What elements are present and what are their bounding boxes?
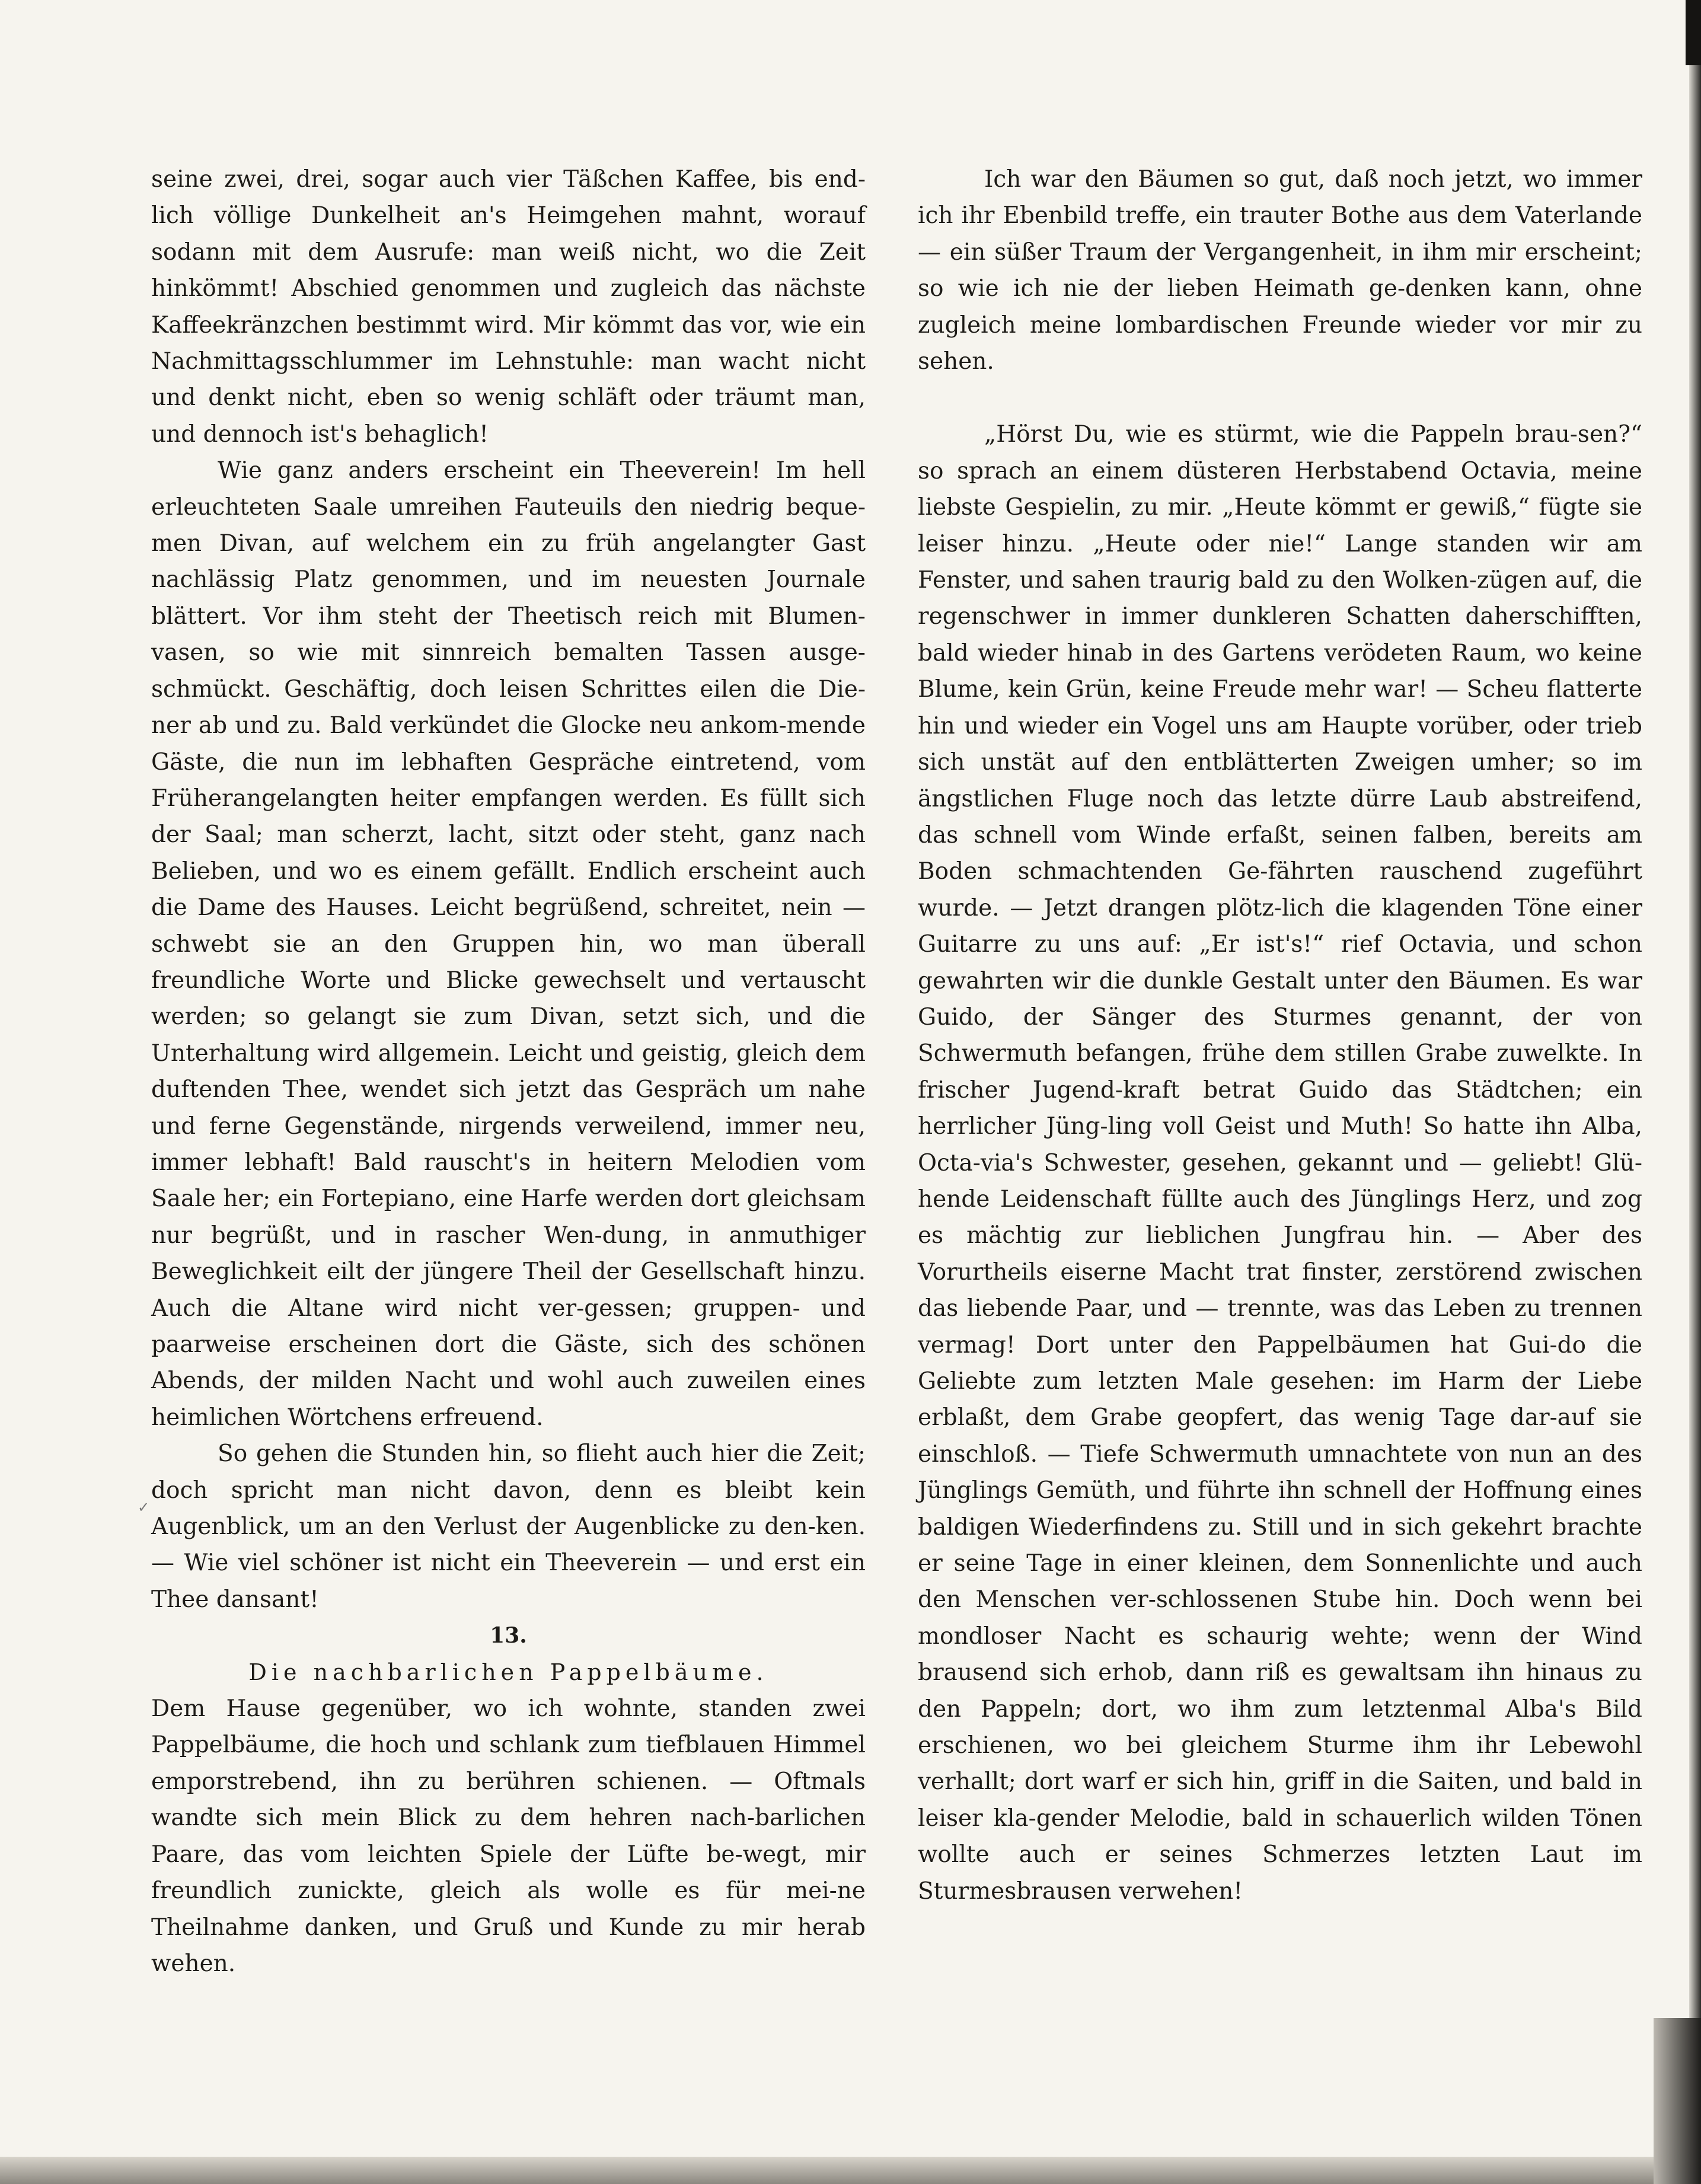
left-paragraph-1: seine zwei, drei, sogar auch vier Täßchen Kaffee, bis end-lich völlige Dunkelheit an's Heimgehen mahnt, worauf sodann mit dem Ausrufe: man weiß nicht, wo die Zeit hinkömmt! Abschied genommen und zugleich das nächste Kaffeekränzchen bestimmt wird. Mir kömmt das vor, wie ein Nachmittagsschlummer im Lehnstuhle: man wacht nicht und denkt nicht, eben so wenig schläft oder träumt man, und dennoch ist's behaglich!	[151, 166, 866, 448]
right-column	[918, 161, 1642, 1909]
section-title: Die nachbarlichen Pappelbäume.	[248, 1659, 768, 1685]
page-corner-shadow	[1654, 2018, 1701, 2184]
section-number: 13.	[490, 1623, 527, 1649]
left-paragraph-3: So gehen die Stunden hin, so flieht auch hier die Zeit; doch spricht man nicht davon, denn es bleibt kein Augenblick, um an den Verlust der Augenblicke zu den-ken. — Wie viel schöner ist nicht ein Theeverein — und erst ein Thee dansant!	[151, 1440, 866, 1613]
right-paragraph-1: Ich war den Bäumen so gut, daß noch jetzt, wo immer ich ihr Ebenbild treffe, ein trauter Bothe aus dem Vaterlande — ein süßer Traum der Vergangenheit, in ihm mir erscheint; so wie ich nie der lieben Heimath ge-denken kann, ohne zugleich meine lombardischen Freunde wieder vor mir zu sehen.	[918, 166, 1642, 375]
page-edge-right	[1689, 0, 1701, 2184]
page-edge-bottom	[0, 2157, 1701, 2184]
left-column	[151, 161, 866, 1982]
right-paragraph-2: „Hörst Du, wie es stürmt, wie die Pappeln brau-sen?“ so sprach an einem düsteren Herbstabend Octavia, meine liebste Gespielin, zu mir. „Heute kömmt er gewiß,“ fügte sie leiser hinzu. „Heute oder nie!“ Lange standen wir am Fenster, und sahen traurig bald zu den Wolken-zügen auf, die regenschwer in immer dunkleren Schatten daherschifften, bald wieder hinab in des Gartens verödeten Raum, wo keine Blume, kein Grün, keine Freude mehr war! — Scheu flatterte hin und wieder ein Vogel uns am Haupte vorüber, oder trieb sich unstät auf den entblätterten Zweigen umher; so im ängstlichen Fluge noch das letzte dürre Laub abstreifend, das schnell vom Winde erfaßt, seinen falben, bereits am Boden schmachtenden Ge-fährten rauschend zugeführt wurde. — Jetzt drangen plötz-lich die klagenden Töne einer Guitarre zu uns auf: „Er ist's!“ rief Octavia, und schon gewahrten wir die dunkle Gestalt unter den Bäumen. Es war Guido, der Sänger des Sturmes genannt, der von Schwermuth befangen, frühe dem stillen Grabe zuwelkte. In frischer Jugend-kraft betrat Guido das Städtchen; ein herrlicher Jüng-ling voll Geist und Muth! So hatte ihn Alba, Octa-via's Schwester, gesehen, gekannt und — geliebt! Glü-hende Leidenschaft füllte auch des Jünglings Herz, und zog es mächtig zur lieblichen Jungfrau hin. — Aber des Vorurtheils eiserne Macht trat finster, zerstörend zwischen das liebende Paar, und — trennte, was das Leben zu trennen vermag! Dort unter den Pappelbäumen hat Gui-do die Geliebte zum letzten Male gesehen: im Harm der Liebe erblaßt, dem Grabe geopfert, das wenig Tage dar-auf sie einschloß. — Tiefe Schwermuth umnachtete von nun an des Jünglings Gemüth, und führte ihn schnell der Hoffnung eines baldigen Wiederfindens zu. Still und in sich gekehrt brachte er seine Tage in einer kleinen, dem Sonnenlichte und auch den Menschen ver-schlossenen Stube hin. Doch wenn bei mondloser Nacht es schaurig wehte; wenn der Wind brausend sich erhob, dann riß es gewaltsam ihn hinaus zu den Pappeln; dort, wo ihm zum letztenmal Alba's Bild erschienen, wo bei gleichem Sturme ihm ihr Lebewohl verhallt; dort warf er sich hin, griff in die Saiten, und bald in leiser kla-gender Melodie, bald in schauerlich wilden Tönen wollte auch er seines Schmerzes letzten Laut im Sturmesbrausen verwehen!	[918, 421, 1642, 1905]
ink-smudge-icon: ✓	[138, 1499, 150, 1516]
section-paragraph: Dem Hause gegenüber, wo ich wohnte, standen zwei Pappelbäume, die hoch und schlank zum tiefblauen Himmel emporstrebend, ihn zu berühren schienen. — Oftmals wandte sich mein Blick zu dem hehren nach-barlichen Paare, das vom leichten Spiele der Lüfte be-wegt, mir freundlich zunickte, gleich als wolle es für mei-ne Theilnahme danken, und Gruß und Kunde zu mir herab wehen.	[151, 1695, 866, 1977]
left-paragraph-2: Wie ganz anders erscheint ein Theeverein! Im hell erleuchteten Saale umreihen Fauteuils den niedrig beque-men Divan, auf welchem ein zu früh angelangter Gast nachlässig Platz genommen, und im neuesten Journale blättert. Vor ihm steht der Theetisch reich mit Blumen-vasen, so wie mit sinnreich bemalten Tassen ausge-schmückt. Geschäftig, doch leisen Schrittes eilen die Die-ner ab und zu. Bald verkündet die Glocke neu ankom-mende Gäste, die nun im lebhaften Gespräche eintretend, vom Früherangelangten heiter empfangen werden. Es füllt sich der Saal; man scherzt, lacht, sitzt oder steht, ganz nach Belieben, und wo es einem gefällt. Endlich erscheint auch die Dame des Hauses. Leicht begrüßend, schreitet, nein — schwebt sie an den Gruppen hin, wo man überall freundliche Worte und Blicke gewechselt und vertauscht werden; so gelangt sie zum Divan, setzt sich, und die Unterhaltung wird allgemein. Leicht und geistig, gleich dem duftenden Thee, wendet sich jetzt das Gespräch um nahe und ferne Gegenstände, nirgends verweilend, immer neu, immer lebhaft! Bald rauscht's in heitern Melodien vom Saale her; ein Fortepiano, eine Harfe werden dort gleichsam nur begrüßt, und in rascher Wen-dung, in anmuthiger Beweglichkeit eilt der jüngere Theil der Gesellschaft hinzu. Auch die Altane wird nicht ver-gessen; gruppen- und paarweise erscheinen dort die Gäste, sich des schönen Abends, der milden Nacht und wohl auch zuweilen eines heimlichen Wörtchens erfreuend.	[151, 457, 866, 1431]
paragraph-gap	[918, 380, 1642, 416]
page-tab-marker	[1686, 0, 1701, 65]
